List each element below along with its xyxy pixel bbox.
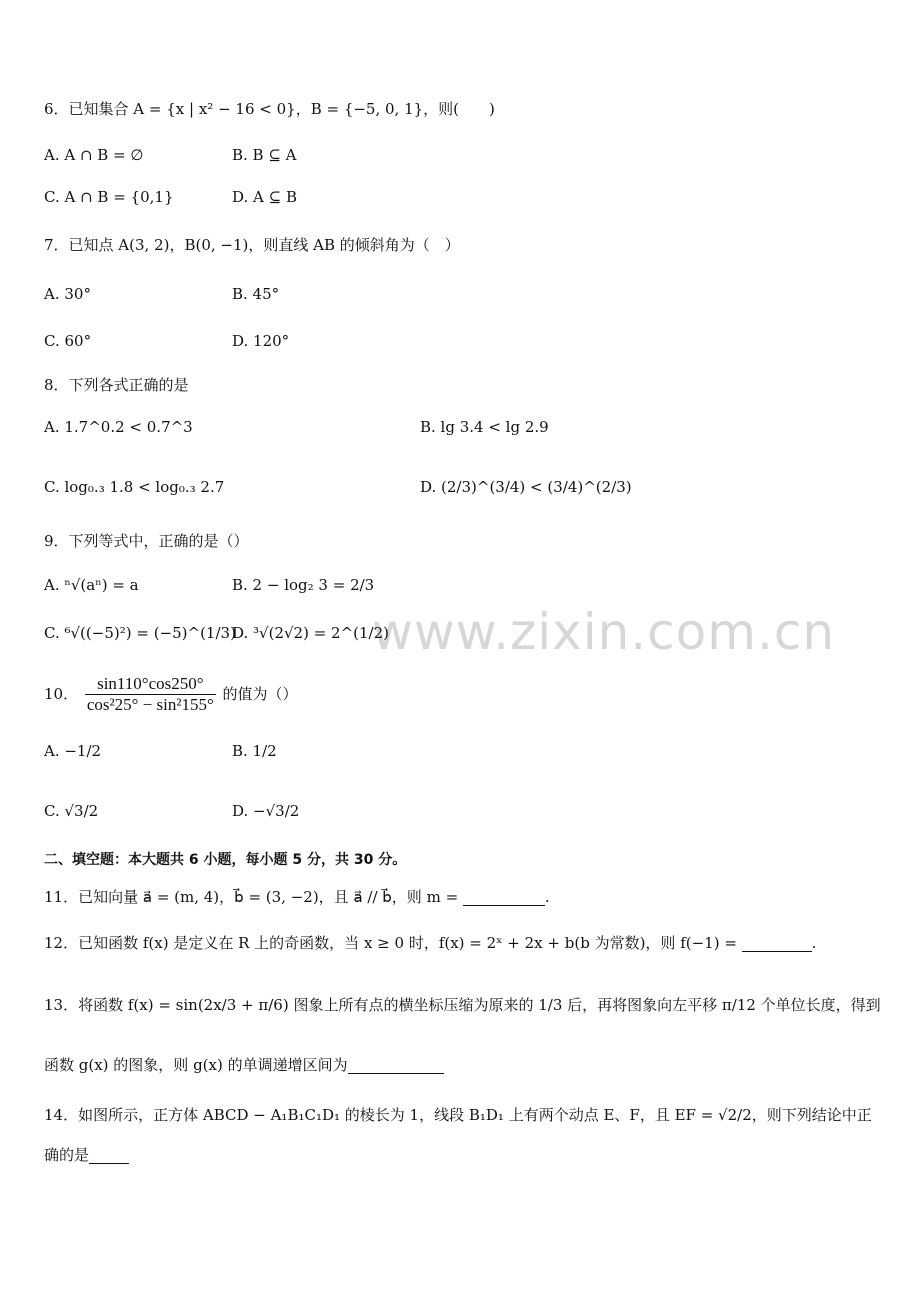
- q10-option-d: D. −√3/2: [232, 802, 300, 820]
- q7-option-c: C. 60°: [44, 332, 92, 350]
- q11-answer-blank[interactable]: [463, 889, 545, 906]
- q9-option-a: A. ⁿ√(aⁿ) = a: [44, 576, 139, 594]
- q12: 12．已知函数 f(x) 是定义在 R 上的奇函数，当 x ≥ 0 时，f(x) = 2ˣ + 2x + b(b 为常数)，则 f(−1) = .: [44, 934, 817, 952]
- q10-option-c: C. √3/2: [44, 802, 99, 820]
- q6-stem: 6．已知集合 A = {x | x² − 16 < 0}，B = {−5, 0, 1}，则( ): [44, 100, 495, 118]
- q14-answer-blank[interactable]: [89, 1147, 129, 1164]
- q8-option-c: C. log₀.₃ 1.8 < log₀.₃ 2.7: [44, 478, 225, 496]
- q9-option-c: C. ⁶√((−5)²) = (−5)^(1/3): [44, 624, 236, 642]
- q10-tail: 的值为（）: [222, 684, 298, 703]
- q11-text: 11．已知向量 a⃗ = (m, 4)，b⃗ = (3, −2)，且 a⃗ // b⃗，则 m =: [44, 888, 463, 906]
- q14-line2-text: 确的是: [44, 1146, 90, 1164]
- q10-fraction-numerator: sin110°cos250°: [85, 674, 216, 695]
- q6-option-d: D. A ⊆ B: [232, 188, 297, 206]
- q9-stem: 9．下列等式中，正确的是（）: [44, 532, 249, 550]
- q10-option-a: A. −1/2: [44, 742, 102, 760]
- q8-option-a: A. 1.7^0.2 < 0.7^3: [44, 418, 193, 436]
- q9-option-b: B. 2 − log₂ 3 = 2/3: [232, 576, 375, 594]
- q13-line2: [44, 1056, 444, 1074]
- q6-option-b: B. B ⊆ A: [232, 146, 297, 164]
- q13-line1: 13．将函数 f(x) = sin(2x/3 + π/6) 图象上所有点的横坐标压缩为原来的 1/3 后，再将图象向左平移 π/12 个单位长度，得到: [44, 996, 881, 1014]
- q9-option-d: D. ³√(2√2) = 2^(1/2): [232, 624, 390, 642]
- q13-answer-blank[interactable]: [348, 1057, 444, 1074]
- q12-text: 12．已知函数 f(x) 是定义在 R 上的奇函数，当 x ≥ 0 时，f(x) = 2ˣ + 2x + b(b 为常数)，则 f(−1) =: [44, 934, 742, 952]
- q7-stem: 7．已知点 A(3, 2)，B(0, −1)，则直线 AB 的倾斜角为（ ）: [44, 236, 460, 254]
- watermark: www.zixin.com.cn: [372, 603, 836, 661]
- q8-option-b: B. lg 3.4 < lg 2.9: [420, 418, 549, 436]
- q10-stem: [44, 674, 298, 716]
- section-heading-fill-in: 二、填空题：本大题共 6 小题，每小题 5 分，共 30 分。: [44, 852, 407, 868]
- q10-fraction-denominator: cos²25° − sin²155°: [86, 695, 214, 715]
- q13-line2-text: 函数 g(x) 的图象，则 g(x) 的单调递增区间为: [44, 1056, 348, 1074]
- q8-option-d: D. (2/3)^(3/4) < (3/4)^(2/3): [420, 478, 632, 496]
- q7-option-a: A. 30°: [44, 285, 91, 303]
- q8-stem: 8．下列各式正确的是: [44, 376, 189, 394]
- q7-option-b: B. 45°: [232, 285, 280, 303]
- q6-option-c: C. A ∩ B = {0,1}: [44, 188, 174, 206]
- q6-option-a: A. A ∩ B = ∅: [44, 146, 144, 164]
- q14-line2: [44, 1146, 129, 1164]
- q11: 11．已知向量 a⃗ = (m, 4)，b⃗ = (3, −2)，且 a⃗ // b⃗，则 m = .: [44, 888, 550, 906]
- q7-option-d: D. 120°: [232, 332, 290, 350]
- q12-answer-blank[interactable]: [742, 935, 812, 952]
- q10-option-b: B. 1/2: [232, 742, 277, 760]
- q10-number: 10．: [44, 684, 79, 703]
- q10-fraction: [85, 674, 216, 716]
- q14-line1: 14．如图所示，正方体 ABCD − A₁B₁C₁D₁ 的棱长为 1，线段 B₁D₁ 上有两个动点 E、F，且 EF = √2/2，则下列结论中正: [44, 1106, 872, 1124]
